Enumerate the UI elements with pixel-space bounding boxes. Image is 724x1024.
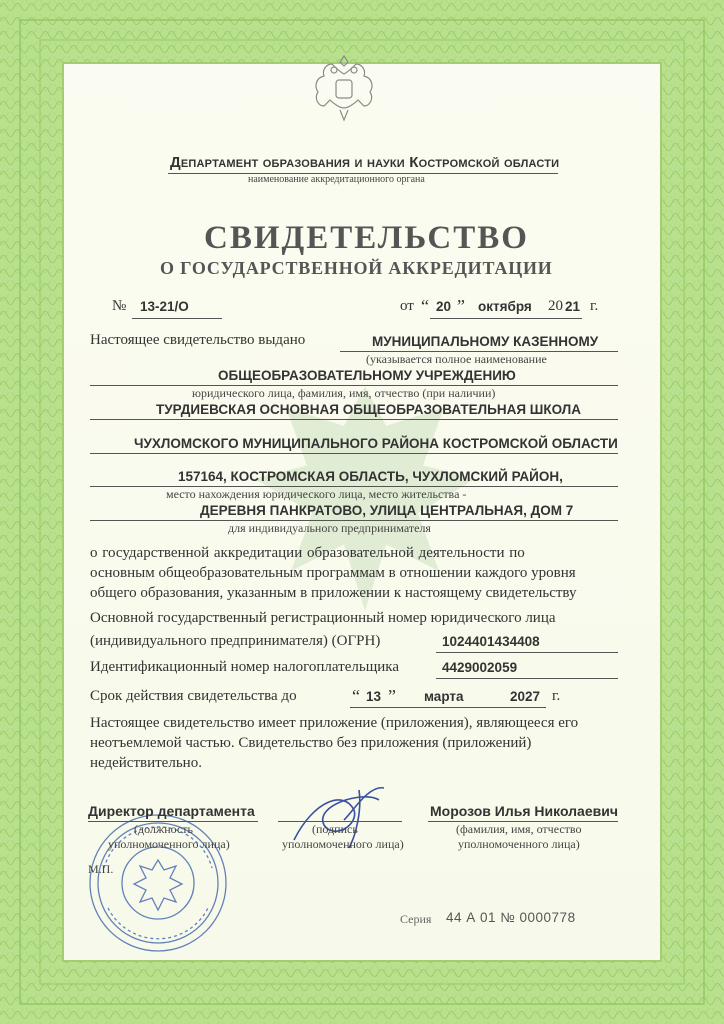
- issued-to-line4: ЧУХЛОМСКОГО МУНИЦИПАЛЬНОГО РАЙОНА КОСТРОМСКОЙ ОБЛАСТИ: [134, 436, 618, 451]
- validity-label: Срок действия свидетельства до: [90, 688, 297, 704]
- validity-year: 2027: [510, 689, 541, 704]
- date-day: 20: [436, 299, 452, 314]
- inn-underline: [436, 678, 618, 679]
- date-close-quote: ”: [457, 296, 465, 316]
- certificate-number: 13-21/О: [140, 299, 189, 314]
- body-paragraph1-line2: основным общеобразовательным программам в отношении каждого уровня: [90, 565, 576, 581]
- signatory-name: Морозов Илья Николаевич: [430, 803, 618, 819]
- issued-line4-underline: [90, 453, 618, 454]
- date-year-suffix: 21: [565, 299, 581, 314]
- issued-to-line6: ДЕРЕВНЯ ПАНКРАТОВО, УЛИЦА ЦЕНТРАЛЬНАЯ, ДОМ 7: [200, 503, 574, 518]
- document-subtitle: О ГОСУДАРСТВЕННОЙ АККРЕДИТАЦИИ: [160, 258, 553, 278]
- validity-g: г.: [552, 688, 561, 704]
- date-year-prefix: 20: [548, 298, 563, 314]
- date-open-quote: “: [421, 296, 429, 316]
- inn-label: Идентификационный номер налогоплательщика: [90, 659, 400, 675]
- issued-to-line5: 157164, КОСТРОМСКАЯ ОБЛАСТЬ, ЧУХЛОМСКИЙ РАЙОН,: [178, 469, 563, 484]
- issued-to-line3: ТУРДИЕВСКАЯ ОСНОВНАЯ ОБЩЕОБРАЗОВАТЕЛЬНАЯ ШКОЛА: [156, 402, 581, 417]
- issued-hint1: (указывается полное наименование: [366, 352, 547, 366]
- signature-hint2: уполномоченного лица): [282, 837, 404, 851]
- body-paragraph2-line2: неотъемлемой частью. Свидетельство без приложения (приложений): [90, 735, 532, 751]
- position-hint2: уполномоченного лица): [108, 837, 230, 851]
- signatory-hint1: (фамилия, имя, отчество: [456, 822, 582, 836]
- date-month: октября: [478, 299, 532, 314]
- position-name: Директор департамента: [88, 803, 255, 819]
- series-label: Серия: [400, 912, 432, 926]
- validity-close-quote: ”: [388, 686, 396, 706]
- date-prefix: от: [400, 298, 414, 314]
- validity-month: марта: [424, 689, 464, 704]
- validity-underline: [350, 707, 546, 708]
- issued-to-line1: МУНИЦИПАЛЬНОМУ КАЗЕННОМУ: [372, 334, 599, 349]
- issued-hint3: место нахождения юридического лица, место жительства -: [166, 487, 467, 501]
- number-label: №: [112, 298, 127, 314]
- validity-open-quote: “: [352, 686, 360, 706]
- ogrn-value: 1024401434408: [442, 634, 540, 649]
- body-paragraph1-line1: о государственной аккредитации образовательной деятельности по: [90, 545, 525, 561]
- authority-hint: наименование аккредитационного органа: [248, 174, 425, 185]
- inn-value: 4429002059: [442, 660, 518, 675]
- body-paragraph2-line3: недействительно.: [90, 755, 202, 771]
- number-underline: [132, 318, 222, 319]
- authority-name: Департамент образования и науки Костромской области: [170, 154, 560, 171]
- issued-line3-underline: [90, 419, 618, 420]
- body-paragraph2-line1: Настоящее свидетельство имеет приложение (приложения), являющееся его: [90, 715, 579, 731]
- validity-day: 13: [366, 689, 382, 704]
- issued-to-label: Настоящее свидетельство выдано: [90, 332, 306, 348]
- position-hint1: (должность: [134, 822, 193, 836]
- stamp-place-mark: М.П.: [88, 862, 114, 876]
- signatory-hint2: уполномоченного лица): [458, 837, 580, 851]
- coat-of-arms-emblem: [312, 50, 376, 126]
- issued-hint2: юридического лица, фамилия, имя, отчество (при наличии): [192, 386, 496, 400]
- issued-to-line2: ОБЩЕОБРАЗОВАТЕЛЬНОМУ УЧРЕЖДЕНИЮ: [218, 368, 516, 383]
- document-title: СВИДЕТЕЛЬСТВО: [204, 220, 529, 256]
- date-g: г.: [590, 298, 599, 314]
- signature-hint1: (подпись: [312, 822, 358, 836]
- ogrn-underline: [436, 652, 618, 653]
- ogrn-label-line1: Основной государственный регистрационный номер юридического лица: [90, 610, 556, 626]
- series-value: 44 А 01 № 0000778: [446, 910, 576, 925]
- date-underline: [430, 318, 582, 319]
- ogrn-label-line2: (индивидуального предпринимателя) (ОГРН): [90, 633, 381, 649]
- body-paragraph1-line3: общего образования, указанным в приложении к настоящему свидетельству: [90, 585, 577, 601]
- issued-hint4: для индивидуального предпринимателя: [228, 521, 431, 535]
